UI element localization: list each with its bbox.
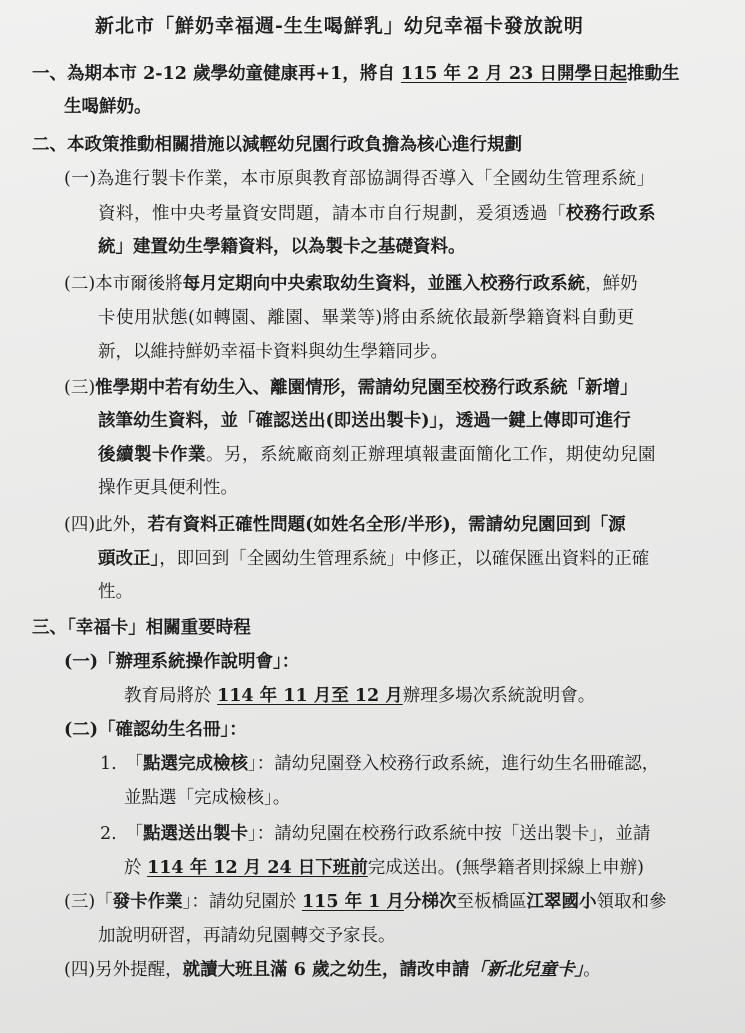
item-2-text-end: ，鮮奶 <box>585 274 638 294</box>
sub-2-prefix: 2. 「 <box>100 824 143 844</box>
section-2-item-4-line-3: 性。 <box>98 582 133 602</box>
section-2-item-3-line-1 <box>64 376 638 400</box>
section-2-item-4-line-1 <box>64 513 626 537</box>
section-2-item-3-line-4: 操作更具便利性。 <box>98 478 238 498</box>
item-3-bold: 惟學期中若有幼生入、離園情形，需請幼兒園至校務行政系統「新增」 <box>95 378 638 398</box>
section-3-item-4-line <box>64 958 601 982</box>
item-4-text: (四)此外， <box>64 515 148 535</box>
section-3-item-1-heading: (一)「辦理系統操作說明會」： <box>64 652 300 672</box>
section-2-item-3-line-2: 該筆幼生資料，並「確認送出(即送出製卡)」，透過一鍵上傳即可進行 <box>98 411 631 431</box>
section-2-item-2-line-3: 新，以維持鮮奶幸福卡資料與幼生學籍同步。 <box>98 342 448 362</box>
deadline: 114 年 12 月 24 日下班前 <box>147 858 368 878</box>
item-1-text: 資料，惟中央考量資安問題，請本市自行規劃，爰須透過「 <box>98 204 566 224</box>
item-1-bold: 校務行政系 <box>566 204 656 224</box>
school-name: 江翠國小 <box>526 892 597 912</box>
item-3-bold-2: 後續製卡作業 <box>98 445 206 465</box>
section-1-line-2: 生喝鮮奶。 <box>64 97 152 117</box>
section-2-item-2-line-1 <box>64 272 638 296</box>
sub-1-text: 」：請幼兒園登入校務行政系統，進行幼生名冊確認， <box>247 754 660 774</box>
item-3-text-end: 領取和參 <box>596 892 667 912</box>
kids-card-name: 「新北兒童卡」 <box>469 960 584 980</box>
section-3-item-2-sub-2-line-1 <box>100 822 650 846</box>
section-3-item-2-sub-1-line-2: 並點選「完成檢核」。 <box>124 788 291 808</box>
item-4-bold-2: 頭改正」 <box>98 549 160 569</box>
session-period: 114 年 11 月至 12 月 <box>217 686 403 706</box>
item-3-prefix: (三)「 <box>64 892 113 912</box>
card-issuance-label: 發卡作業 <box>112 892 183 912</box>
section-2-item-1-line-2 <box>98 202 656 226</box>
item-4-bold: 若有資料正確性問題(如姓名全形/半形)，需請幼兒園回到「源 <box>147 515 626 535</box>
page-title: 新北市「鮮奶幸福週-生生喝鮮乳」幼兒幸福卡發放說明 <box>95 15 584 37</box>
batch-label: 分梯次 <box>403 892 457 912</box>
item-text: 教育局將於 <box>124 686 218 706</box>
section-3-item-3-line-1 <box>64 890 666 914</box>
sub-1-bold: 點選完成檢核 <box>142 754 248 774</box>
item-3-text: 」：請幼兒園於 <box>182 892 302 912</box>
sub-2-text-3: 完成送出。(無學籍者則採線上申辦) <box>367 858 644 878</box>
section-1-line-1 <box>32 62 679 86</box>
section-2-item-1-line-1: (一)為進行製卡作業，本市原與教育部協調得否導入「全國幼生管理系統」 <box>64 169 655 189</box>
item-2-text: (二)本市爾後將 <box>64 274 183 294</box>
item-2-bold: 每月定期向中央索取幼生資料，並匯入校務行政系統 <box>182 274 586 294</box>
sub-1-prefix: 1. 「 <box>100 754 143 774</box>
section-2-item-1-line-3: 統」建置幼生學籍資料，以為製卡之基礎資料。 <box>98 237 466 257</box>
sub-2-text: 」：請幼兒園在校務行政系統中按「送出製卡」，並請 <box>247 824 651 844</box>
sub-2-text-2: 於 <box>124 858 148 878</box>
section-1-text-end: 推動生 <box>626 64 680 84</box>
section-1-text: 一、為期本市 2-12 歲學幼童健康再+1，將自 <box>32 64 401 84</box>
section-3-item-1-line <box>124 684 595 708</box>
sub-2-bold: 點選送出製卡 <box>142 824 248 844</box>
district-text: 至板橋區 <box>456 892 527 912</box>
section-3-item-2-sub-1-line-1 <box>100 752 659 776</box>
section-2-item-3-line-3 <box>98 443 656 467</box>
section-2-item-4-line-2 <box>98 547 649 571</box>
section-3-heading: 三、「幸福卡」相關重要時程 <box>32 618 251 638</box>
issuance-date: 115 年 1 月 <box>301 892 404 912</box>
section-2-item-2-line-2: 卡使用狀態(如轉園、離園、畢業等)將由系統依最新學籍資料自動更 <box>98 308 635 328</box>
item-4-text-2: ，即回到「全國幼生管理系統」中修正，以確保匯出資料的正確 <box>159 549 650 569</box>
item-3-prefix: (三) <box>64 378 96 398</box>
item-text-end: 辦理多場次系統說明會。 <box>402 686 596 706</box>
section-3-item-3-line-2: 加說明研習，再請幼兒園轉交予家長。 <box>98 926 396 946</box>
item-4-text: (四)另外提醒， <box>64 960 183 980</box>
item-3-text: 。另，系統廠商刻正辦理填報畫面簡化工作，期使幼兒園 <box>206 445 656 465</box>
start-date: 115 年 2 月 23 日開學日起 <box>400 64 627 84</box>
section-3-item-2-sub-2-line-2 <box>124 856 644 880</box>
item-4-bold: 就讀大班且滿 6 歲之幼生，請改申請 <box>182 960 470 980</box>
section-3-item-2-heading: (二)「確認幼生名冊」： <box>64 720 247 740</box>
item-4-end: 。 <box>583 960 601 980</box>
section-2-heading: 二、本政策推動相關措施以減輕幼兒園行政負擔為核心進行規劃 <box>32 135 522 155</box>
